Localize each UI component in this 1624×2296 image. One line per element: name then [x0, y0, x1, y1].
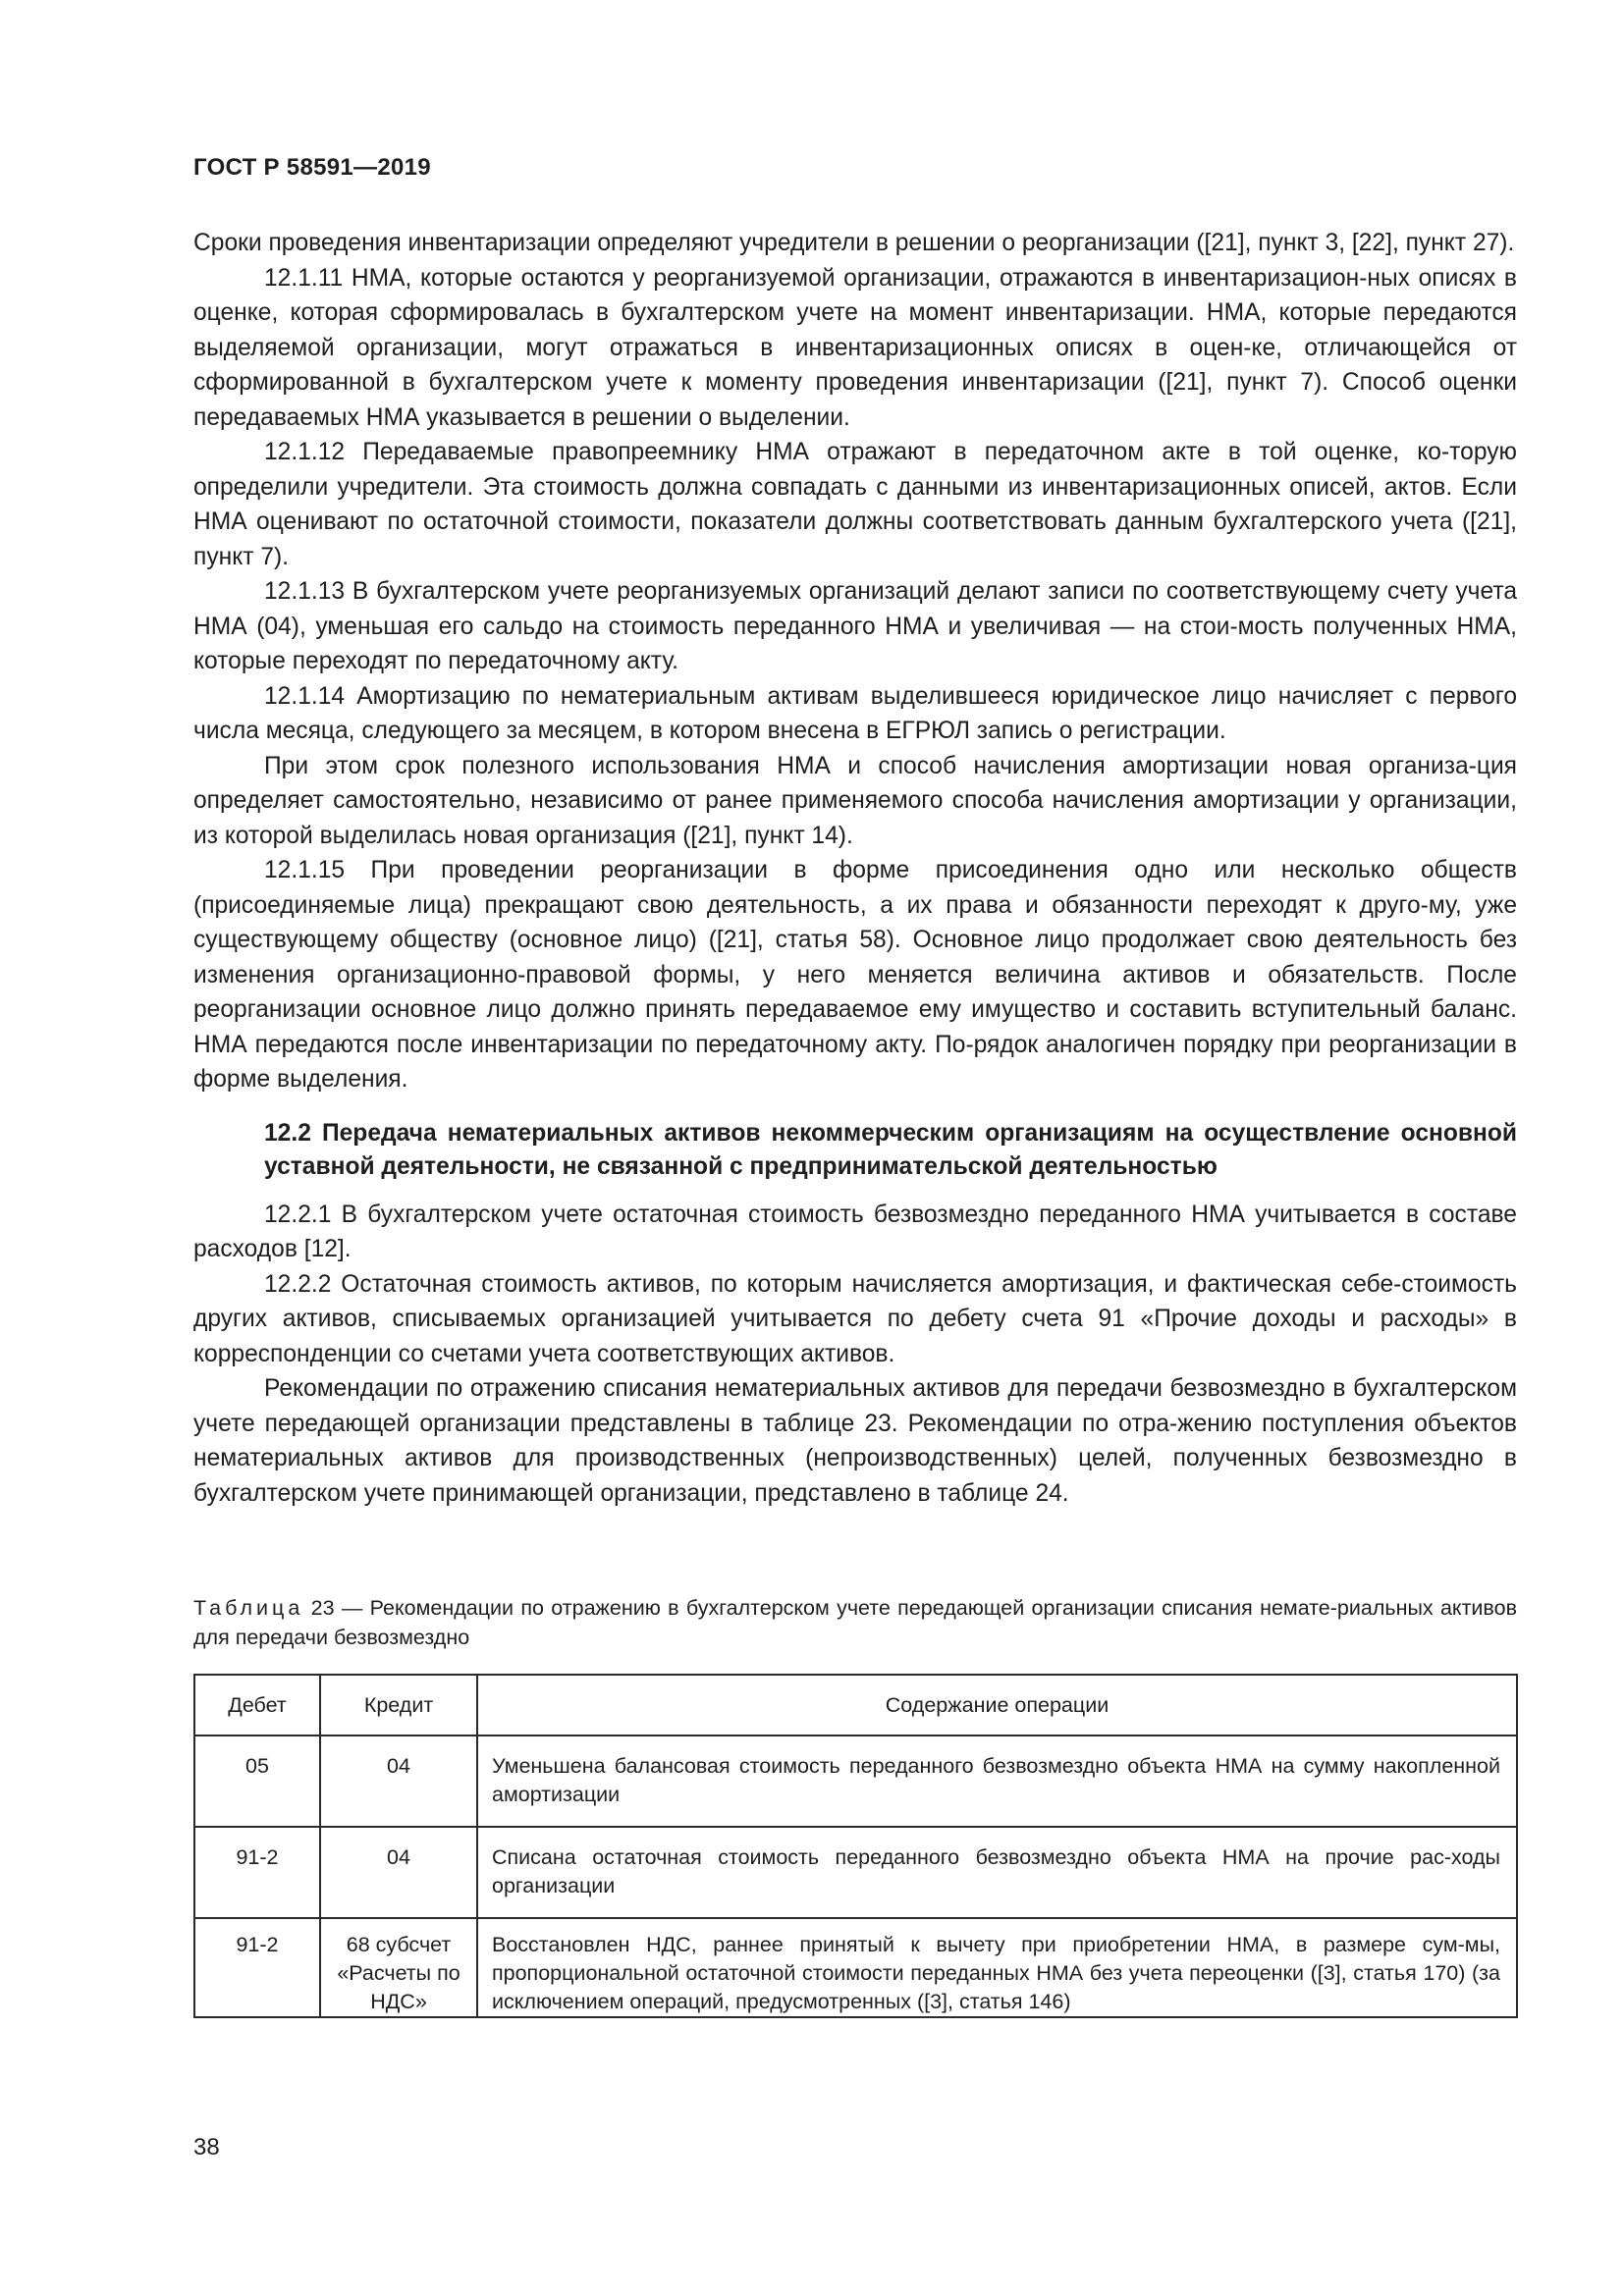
page-number: 38 [193, 2134, 220, 2161]
paragraph: 12.1.14 Амортизацию по нематериальным активам выделившееся юридическое лицо начисляет с первого числа месяца, следующего за месяцем, в котором внесена в ЕГРЮЛ запись о регистрации. [193, 682, 1517, 744]
cell-content: Списана остаточная стоимость переданного безвозмездно объекта НМА на прочие рас-ходы организации [477, 1827, 1517, 1918]
cell-debit: 91-2 [194, 1827, 320, 1918]
table-row [194, 1735, 1517, 1827]
paragraph: При этом срок полезного использования НМА и способ начисления амортизации новая организа-ция определяет самостоятельно, независимо от ранее применяемого способа начисления амортизации у организации, из которой выделилась новая организация ([21], пункт 14). [193, 752, 1517, 849]
table-header-row [194, 1675, 1517, 1735]
table-row [194, 1918, 1517, 2017]
table-caption [193, 1593, 1517, 1652]
paragraph: 12.2.2 Остаточная стоимость активов, по которым начисляется амортизация, и фактическая себе-стоимость других активов, списываемых организацией учитывается по дебету счета 91 «Прочие доходы и расходы» в корреспонденции со счетами учета соответствующих активов. [193, 1270, 1517, 1367]
main-text [193, 226, 1517, 1511]
paragraph: 12.1.11 НМА, которые остаются у реорганизуемой организации, отражаются в инвентаризацион-ных описях в оценке, которая сформировалась в бухгалтерском учете на момент инвентаризации. НМА, которые передаются выделяемой организации, могут отражаться в инвентаризационных описях в оцен-ке, отличающейся от сформированной в бухгалтерском учете к моменту проведения инвентаризации ([21], пункт 7). Способ оценки передаваемых НМА указывается в решении о выделении. [193, 264, 1517, 431]
paragraph: 12.1.12 Передаваемые правопреемнику НМА отражают в передаточном акте в той оценке, ко-торую определили учредители. Эта стоимость должна совпадать с данными из инвентаризационных описей, актов. Если НМА оценивают по остаточной стоимости, показатели должны соответствовать данным бухгалтерского учета ([21], пункт 7). [193, 439, 1517, 570]
paragraph: Сроки проведения инвентаризации определяют учредители в решении о реорганизации ([21], пункт 3, [22], пункт 27). [193, 230, 1515, 256]
table-caption-label: Таблица [193, 1596, 304, 1620]
header-credit: Кредит [320, 1675, 477, 1735]
section-heading: 12.2 Передача нематериальных активов некоммерческим организациям на осуществление основной уставной деятельности, не связанной с предпринимательской деятельностью [264, 1119, 1517, 1180]
table-caption-text: 23 — Рекомендации по отражению в бухгалтерском учете передающей организации списания немате-риальных активов для передачи безвозмездно [193, 1596, 1517, 1649]
paragraph: 12.2.1 В бухгалтерском учете остаточная стоимость безвозмездно переданного НМА учитывается в составе расходов [12]. [193, 1201, 1517, 1262]
cell-credit: 68 субсчет «Расчеты по НДС» [320, 1918, 477, 2017]
cell-content: Восстановлен НДС, раннее принятый к вычету при приобретении НМА, в размере сум-мы, пропорциональной остаточной стоимости переданных НМА без учета переоценки ([3], статья 170) (за исключением операций, предусмотренных ([3], статья 146) [477, 1918, 1517, 2017]
paragraph: Рекомендации по отражению списания нематериальных активов для передачи безвозмездно в бухгалтерском учете передающей организации представлены в таблице 23. Рекомендации по отра-жению поступления объектов нематериальных активов для производственных (непроизводственных) целей, полученных безвозмездно в бухгалтерском учете принимающей организации, представлено в таблице 24. [193, 1375, 1517, 1507]
header-content: Содержание операции [477, 1675, 1517, 1735]
table-row [194, 1827, 1517, 1918]
paragraph: 12.1.13 В бухгалтерском учете реорганизуемых организаций делают записи по соответствующему счету учета НМА (04), уменьшая его сальдо на стоимость переданного НМА и увеличивая — на стои-мость полученных НМА, которые переходят по передаточному акту. [193, 578, 1517, 674]
table-23 [193, 1674, 1518, 2018]
standard-header: ГОСТ Р 58591—2019 [193, 154, 431, 181]
cell-credit: 04 [320, 1827, 477, 1918]
header-debit: Дебет [194, 1675, 320, 1735]
paragraph: 12.1.15 При проведении реорганизации в форме присоединения одно или несколько обществ (присоединяемые лица) прекращают свою деятельность, а их права и обязанности переходят к друго-му, уже существующему обществу (основное лицо) ([21], статья 58). Основное лицо продолжает свою деятельность без изменения организационно-правовой формы, у него меняется величина активов и обязательств. После реорганизации основное лицо должно принять передаваемое ему имущество и составить вступительный баланс. НМА передаются после инвентаризации по передаточному акту. По-рядок аналогичен порядку при реорганизации в форме выделения. [193, 857, 1517, 1093]
cell-debit: 91-2 [194, 1918, 320, 2017]
cell-content: Уменьшена балансовая стоимость переданного безвозмездно объекта НМА на сумму накопленной амортизации [477, 1735, 1517, 1827]
cell-debit: 05 [194, 1735, 320, 1827]
cell-credit: 04 [320, 1735, 477, 1827]
